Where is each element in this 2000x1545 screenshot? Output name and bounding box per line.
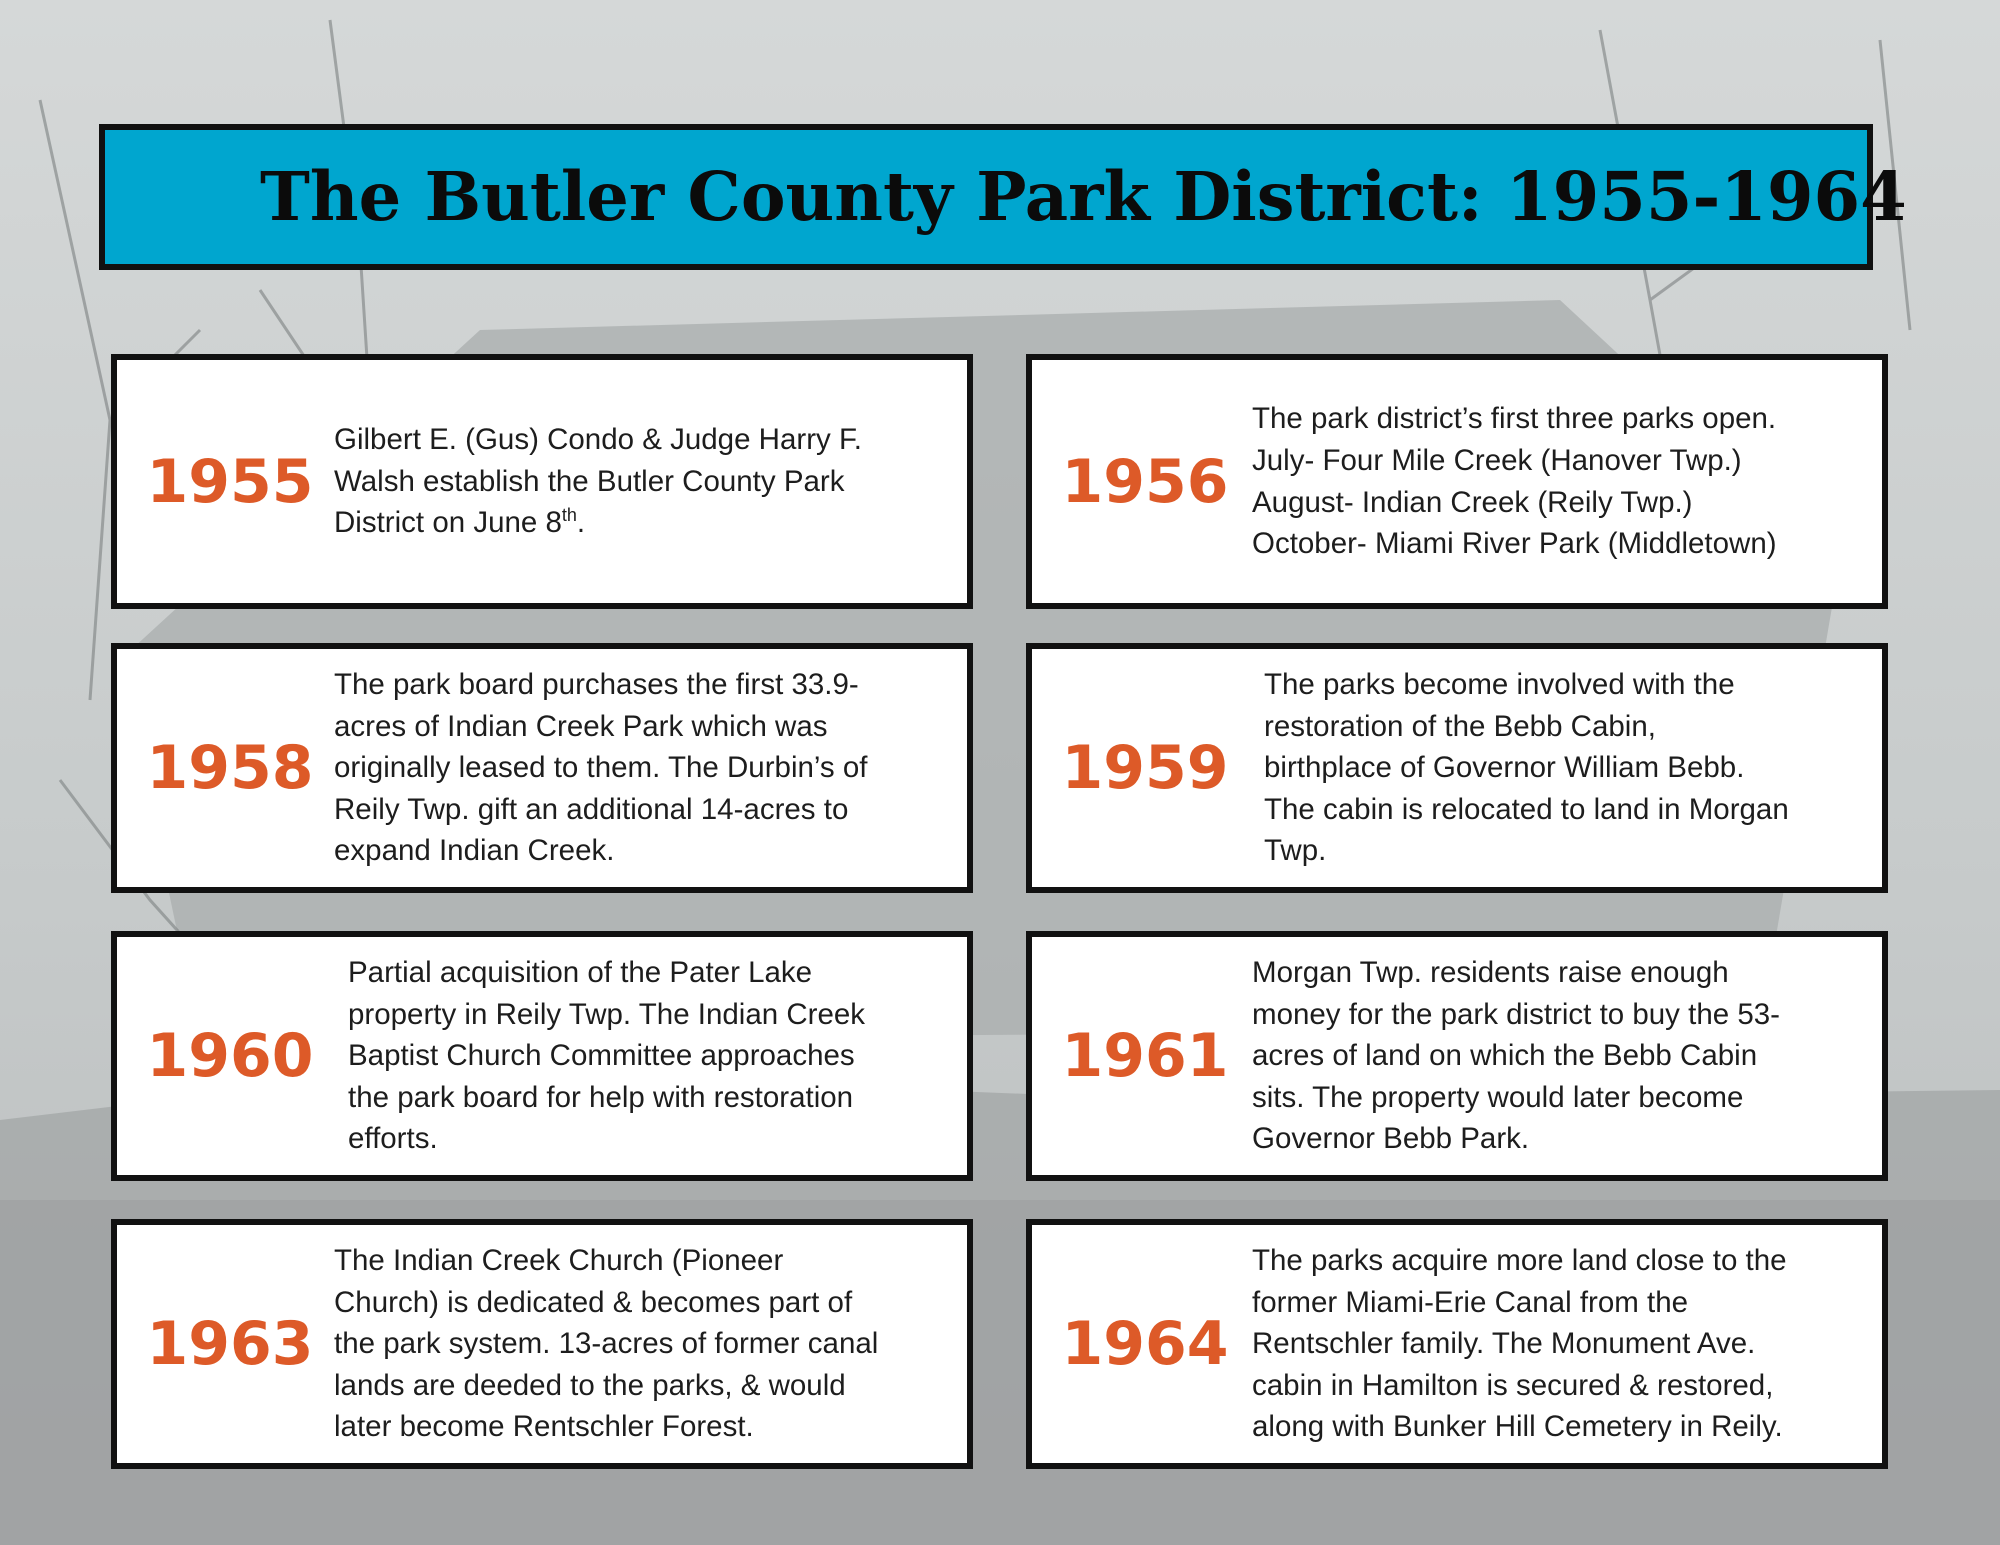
event-description <box>1264 649 1789 887</box>
timeline-card-1960 <box>111 931 973 1181</box>
timeline-card-1959 <box>1026 643 1888 893</box>
event-line: efforts. <box>348 1122 438 1156</box>
year-label: 1958 <box>146 733 314 803</box>
event-line: restoration of the Bebb Cabin, <box>1264 709 1656 743</box>
event-line: Reily Twp. gift an additional 14-acres to <box>334 792 849 826</box>
event-line: July- Four Mile Creek (Hanover Twp.) <box>1252 443 1742 477</box>
event-line: birthplace of Governor William Bebb. <box>1264 751 1745 785</box>
year-label: 1959 <box>1061 733 1229 803</box>
event-line: The parks acquire more land close to the <box>1252 1244 1787 1278</box>
year-label: 1955 <box>146 446 314 517</box>
event-line: The parks become involved with the <box>1264 668 1735 702</box>
event-line: Walsh establish the Butler County Park <box>334 464 845 498</box>
timeline-card-1955 <box>111 354 973 609</box>
event-line: money for the park district to buy the 53- <box>1252 997 1780 1031</box>
event-line-text: District on June 8 <box>334 506 562 540</box>
event-line: cabin in Hamilton is secured & restored, <box>1252 1368 1774 1402</box>
event-line <box>334 502 862 544</box>
title-banner <box>99 124 1907 270</box>
event-line: former Miami-Erie Canal from the <box>1252 1285 1689 1319</box>
timeline-card-1964 <box>1026 1219 1888 1469</box>
event-line: Partial acquisition of the Pater Lake <box>348 956 813 990</box>
event-line: acres of land on which the Bebb Cabin <box>1252 1039 1758 1073</box>
event-line: Baptist Church Committee approaches <box>348 1039 855 1073</box>
timeline-card-1956 <box>1026 354 1888 609</box>
event-line: expand Indian Creek. <box>334 834 615 868</box>
event-line: October- Miami River Park (Middletown) <box>1252 527 1777 561</box>
event-line: The park board purchases the first 33.9- <box>334 668 859 702</box>
event-line: property in Reily Twp. The Indian Creek <box>348 997 866 1031</box>
event-line: Rentschler family. The Monument Ave. <box>1252 1327 1756 1361</box>
event-line: acres of Indian Creek Park which was <box>334 709 828 743</box>
event-description <box>1252 1225 1787 1463</box>
event-description <box>1252 360 1777 603</box>
year-label: 1960 <box>146 1021 314 1091</box>
timeline-card-1963 <box>111 1219 973 1469</box>
event-line: The Indian Creek Church (Pioneer <box>334 1244 784 1278</box>
event-line-suffix: . <box>576 506 586 540</box>
event-description <box>348 937 865 1175</box>
event-line: Governor Bebb Park. <box>1252 1122 1530 1156</box>
year-label: 1963 <box>146 1309 314 1379</box>
ordinal-suffix: th <box>561 505 577 526</box>
event-line: lands are deeded to the parks, & would <box>334 1368 846 1402</box>
page-title: The Butler County Park District: 1955-1964 <box>260 157 1907 236</box>
event-line: the park system. 13-acres of former canal <box>334 1327 879 1361</box>
event-line: later become Rentschler Forest. <box>334 1410 754 1444</box>
event-line: Morgan Twp. residents raise enough <box>1252 956 1729 990</box>
event-description <box>1252 937 1780 1175</box>
event-line: Twp. <box>1264 834 1327 868</box>
event-line: sits. The property would later become <box>1252 1080 1744 1114</box>
event-line: originally leased to them. The Durbin’s of <box>334 751 868 785</box>
event-line: The cabin is relocated to land in Morgan <box>1264 792 1789 826</box>
event-line: the park board for help with restoration <box>348 1080 854 1114</box>
event-description <box>334 1225 878 1463</box>
event-description <box>334 360 862 603</box>
event-line: Church) is dedicated & becomes part of <box>334 1285 853 1319</box>
year-label: 1956 <box>1061 446 1229 517</box>
event-line: The park district’s first three parks open. <box>1252 402 1777 436</box>
event-line: along with Bunker Hill Cemetery in Reily. <box>1252 1410 1783 1444</box>
year-label: 1961 <box>1061 1021 1229 1091</box>
event-description <box>334 649 867 887</box>
timeline-card-1958 <box>111 643 973 893</box>
timeline-card-1961 <box>1026 931 1888 1181</box>
event-line: August- Indian Creek (Reily Twp.) <box>1252 485 1693 519</box>
event-line: Gilbert E. (Gus) Condo & Judge Harry F. <box>334 423 862 457</box>
year-label: 1964 <box>1061 1309 1229 1379</box>
